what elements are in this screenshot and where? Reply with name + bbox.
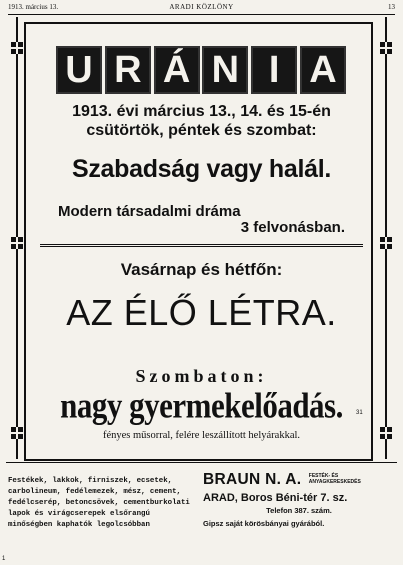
square-ornament-icon bbox=[11, 237, 23, 249]
play-subtitle-2: 3 felvonásban. bbox=[240, 219, 345, 236]
advert-products: Festékek, lakkok, firniszek, ecsetek, carbolineum, fedélemezek, mész, cement, fedélcserép, betoncsövek, cementburkolati lapok és virágcserepek elsőrangú minőségben kaphatók legolcsóbban bbox=[8, 477, 190, 529]
square-ornament-icon bbox=[380, 427, 392, 439]
company-phone: Telefon 387. szám. bbox=[266, 506, 332, 515]
program-note: fényes műsorral, felére leszállított helyárakkal. bbox=[102, 430, 301, 441]
square-ornament-icon bbox=[380, 237, 392, 249]
play-title: Szabadság vagy halál. bbox=[71, 155, 332, 183]
gypsum-note: Gipsz saját körösbányai gyárából. bbox=[203, 519, 325, 528]
left-ornament-pillar bbox=[9, 17, 25, 459]
side-note: 31 bbox=[356, 410, 363, 416]
weekend-heading: Vasárnap és hétfőn: bbox=[120, 260, 283, 279]
page-header bbox=[8, 3, 395, 13]
title-letter-tile: U bbox=[56, 46, 102, 94]
title-letter-tile: Á bbox=[154, 46, 200, 94]
header-page-number: 13 bbox=[388, 3, 395, 11]
company-type-line-1: FESTÉK- ÉS bbox=[308, 473, 339, 479]
header-newspaper: ARADI KÖZLÖNY bbox=[169, 3, 234, 11]
title-letter-tile: A bbox=[300, 46, 346, 94]
right-ornament-pillar bbox=[378, 17, 394, 459]
saturday-heading: Szombaton: bbox=[135, 366, 268, 386]
advert-rule bbox=[6, 462, 397, 463]
corner-mark: 1 bbox=[2, 556, 6, 562]
company-address: ARAD, Boros Béni-tér 7. sz. bbox=[203, 492, 348, 504]
dates-line-1: 1913. évi március 13., 14. és 15-én bbox=[72, 103, 331, 120]
advert-company bbox=[203, 471, 395, 528]
film-title: AZ ÉLŐ LÉTRA. bbox=[66, 292, 337, 333]
children-show-title: nagy gyermekelőadás. bbox=[60, 385, 343, 426]
header-date: 1913. március 13. bbox=[8, 3, 59, 11]
section-divider bbox=[40, 244, 363, 247]
company-type bbox=[309, 473, 361, 485]
title-letter-tile: R bbox=[105, 46, 151, 94]
title-letter-tile: I bbox=[251, 46, 297, 94]
square-ornament-icon bbox=[11, 427, 23, 439]
square-ornament-icon bbox=[380, 42, 392, 54]
company-type-line-2: ANYAGKERESKEDÉS bbox=[308, 479, 361, 485]
play-subtitle-1: Modern társadalmi dráma bbox=[58, 203, 241, 220]
company-name: BRAUN N. A. bbox=[203, 471, 302, 488]
dates-line-2: csütörtök, péntek és szombat: bbox=[86, 122, 317, 139]
poster-title bbox=[56, 46, 346, 94]
header-rule bbox=[8, 14, 395, 15]
title-letter-tile: N bbox=[202, 46, 248, 94]
square-ornament-icon bbox=[11, 42, 23, 54]
